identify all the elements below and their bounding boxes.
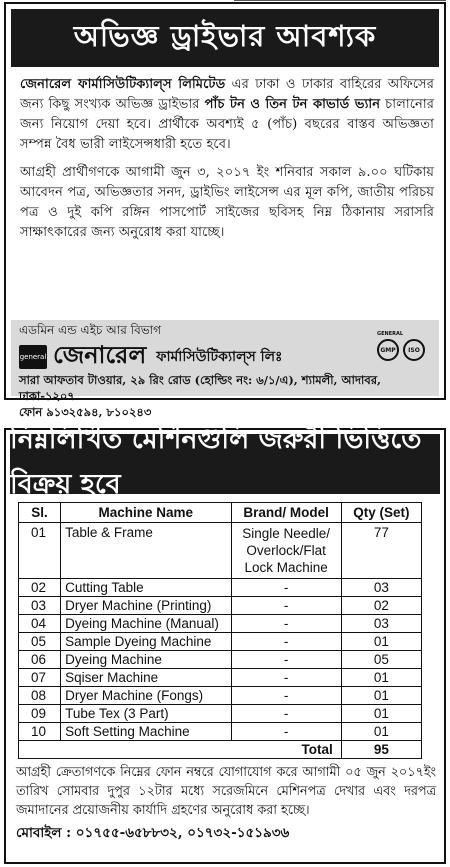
table-row [19, 615, 422, 633]
company-phone: ফোন ৯১৩২৫৯৪, ৮১০২৪৩ [19, 405, 152, 419]
cell-brand: - [231, 615, 341, 633]
machine-table [18, 502, 422, 759]
gmp-seal-icon: GMP [377, 339, 399, 361]
table-row [19, 523, 422, 579]
total-label: Total [19, 741, 342, 759]
cell-name: Table & Frame [61, 523, 231, 579]
cell-sl: 09 [19, 705, 61, 723]
cell-name: Tube Tex (3 Part) [61, 705, 231, 723]
cell-brand: - [231, 705, 341, 723]
cell-qty: 01 [341, 705, 421, 723]
ad-paragraph-2: আগ্রহী প্রার্থীগণকে আগামী জুন ৩, ২০১৭ ইং শনিবার সকাল ৯.০০ ঘটিকায় আবেদন পত্র, অভিজ্ঞতার সনদ, ড্রাইভিং লাইসেন্স এর মূল কপি, জাতীয় পরিচয় পত্র ও দুই কপি রঙ্গিন পাসপোর্ট সাইজের ছবিসহ নিম্ন ঠিকানায় সরাসরি সাক্ষাৎকারের জন্য অনুরোধ করা যাচ্ছে। [20, 165, 434, 240]
table-row [19, 597, 422, 615]
table-row [19, 651, 422, 669]
total-value: 95 [341, 741, 421, 759]
col-header-brand: Brand/ Model [231, 503, 341, 523]
cell-name: Dyeing Machine (Manual) [61, 615, 231, 633]
cell-qty: 01 [341, 723, 421, 741]
cell-brand: Single Needle/ Overlock/Flat Lock Machine [231, 523, 341, 579]
cell-qty: 01 [341, 669, 421, 687]
cell-name: Dryer Machine (Fongs) [61, 687, 231, 705]
table-row [19, 687, 422, 705]
cell-qty: 03 [341, 615, 421, 633]
company-logo: general [19, 345, 47, 369]
brand-name: জেনারেল [53, 340, 147, 369]
cell-sl: 05 [19, 633, 61, 651]
cell-name: Sqiser Machine [61, 669, 231, 687]
cell-brand: - [231, 633, 341, 651]
cell-name: Dryer Machine (Printing) [61, 597, 231, 615]
cell-qty: 01 [341, 687, 421, 705]
cell-sl: 04 [19, 615, 61, 633]
contact-mobile: মোবাইল : ০১৭৫৫-৬৫৮৮৩২, ০১৭৩২-১৫১৯৩৬ [16, 825, 290, 841]
cell-sl: 07 [19, 669, 61, 687]
paragraph-text: চালানোর জন্য নিয়োগ দেয়া হবে। প্রার্থীকে অবশ্যই ৫ (পাঁচ) বছরের বাস্তব অভিজ্ঞতা সম্পন্ন বৈধ ভারী লাইসেন্সধারী হতে হবে। [20, 97, 434, 152]
table-row [19, 579, 422, 597]
vehicle-types: পাঁচ টন ও তিন টন কাভার্ড ভ্যান [204, 97, 381, 112]
col-header-sl: Sl. [19, 503, 61, 523]
cell-name: Sample Dyeing Machine [61, 633, 231, 651]
cert-heading: GENERAL [377, 331, 404, 337]
cell-qty: 02 [341, 597, 421, 615]
department-label: এডমিন এন্ড এইচ আর বিভাগ [19, 323, 162, 337]
top-rule [234, 0, 446, 1]
certification-marks [377, 331, 431, 371]
table-row [19, 723, 422, 741]
cell-qty: 01 [341, 633, 421, 651]
cell-sl: 08 [19, 687, 61, 705]
company-address: সারা আফতাব টাওয়ার, ২৯ রিং রোড (হোল্ডিং নং: ৬/১/এ), শ্যামলী, আদাবর, ঢাকা-১২০৭ [19, 373, 382, 403]
cell-brand: - [231, 651, 341, 669]
brand-row [19, 331, 431, 372]
company-name: জেনারেল ফার্মাসিউটিক্যাল্‌স লিমিটেড [20, 77, 226, 92]
ad-title-banner: অভিজ্ঞ ড্রাইভার আবশ্যক [11, 9, 439, 67]
cell-brand: - [231, 723, 341, 741]
driver-job-ad [4, 2, 446, 419]
cell-qty: 05 [341, 651, 421, 669]
table-row [19, 633, 422, 651]
cell-sl: 02 [19, 579, 61, 597]
total-row [19, 741, 422, 759]
cell-qty: 03 [341, 579, 421, 597]
cell-name: Soft Setting Machine [61, 723, 231, 741]
col-header-qty: Qty (Set) [341, 503, 421, 523]
machine-sale-ad [4, 424, 446, 864]
ad-title-banner: নিম্নলিখিত মেশিনগুলি জরুরী ভিত্তিতে বিক্রয় হবে [10, 434, 440, 494]
cell-name: Dyeing Machine [61, 651, 231, 669]
col-header-name: Machine Name [61, 503, 231, 523]
brand-subtitle: ফার্মাসিউটিক্যাল্‌স লিঃ [156, 349, 283, 365]
cell-sl: 10 [19, 723, 61, 741]
cell-brand: - [231, 597, 341, 615]
iso-seal-icon: ISO [403, 339, 425, 361]
paragraph-text: এর ঢাকা ও ঢাকার বাহিরের অফিসের জন্য কিছু সংখ্যক অভিজ্ঞ ড্রাইভার [20, 77, 434, 112]
ad-paragraph-1 [20, 75, 434, 155]
cell-brand: - [231, 579, 341, 597]
cell-sl: 06 [19, 651, 61, 669]
sale-note: আগ্রহী ক্রেতাগণকে নিম্নের ফোন নম্বরে যোগাযোগ করে আগামী ০৫ জুন ২০১৭ইং তারিখ সোমবার দুপুর ১২টার মধ্যে সরেজমিনে মেশিনপত্র দেখার এবং দরপত্র জমাদানের প্রয়োজনীয় কার্যাদি গ্রহণের অনুরোধ করা হচ্ছে। [16, 765, 436, 818]
cell-qty: 77 [341, 523, 421, 579]
table-row [19, 669, 422, 687]
cell-name: Cutting Table [61, 579, 231, 597]
cell-brand: - [231, 687, 341, 705]
table-row [19, 705, 422, 723]
cell-sl: 03 [19, 597, 61, 615]
cell-sl: 01 [19, 523, 61, 579]
company-footer [11, 320, 439, 419]
cell-brand: - [231, 669, 341, 687]
ad-body [6, 67, 444, 243]
